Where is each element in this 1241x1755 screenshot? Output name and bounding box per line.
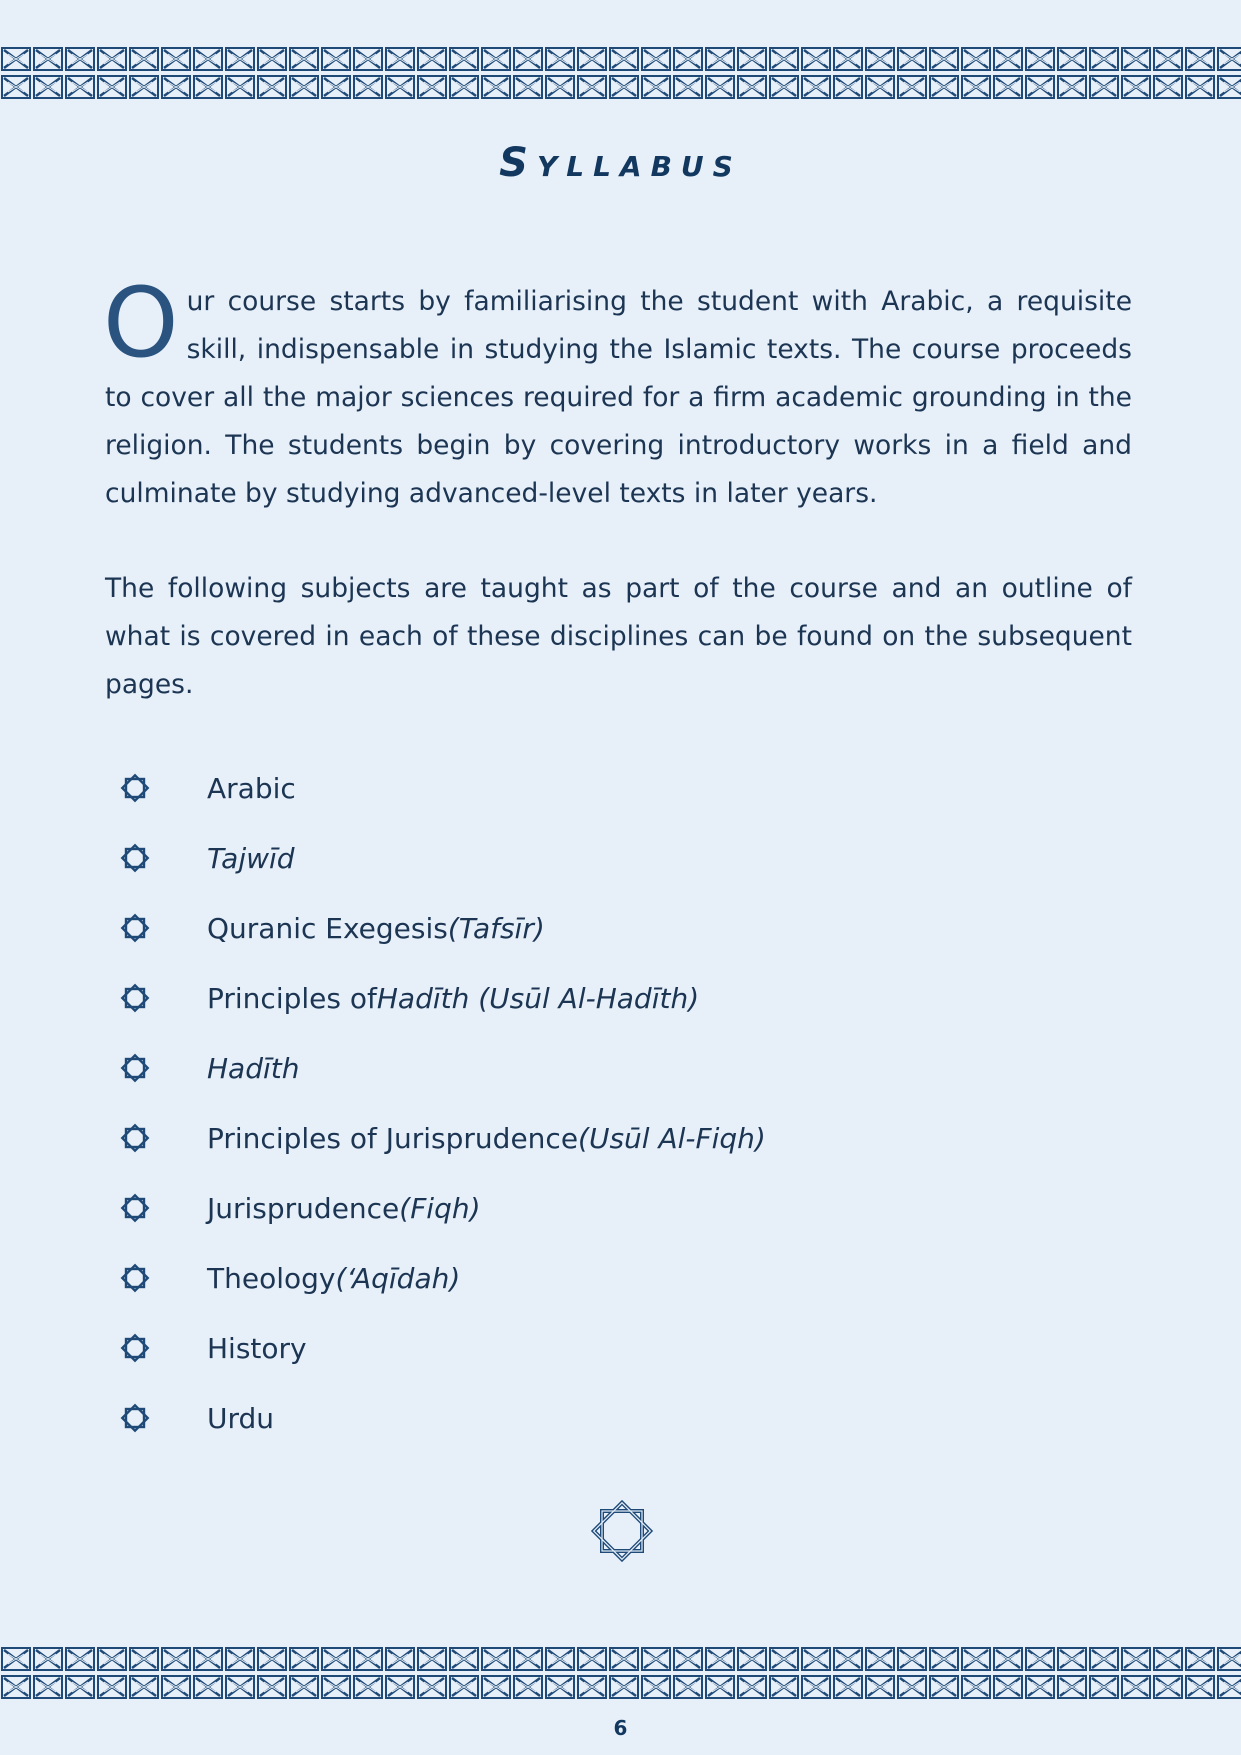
list-item bbox=[105, 753, 1005, 823]
subject-label-italic: (Tafsīr) bbox=[447, 911, 545, 945]
eight-point-star-icon bbox=[105, 982, 207, 1014]
top-knotwork-border bbox=[0, 45, 1241, 101]
intro-text: ur course starts by familiarising the student with Arabic, a requisite skill, indispensable in studying the Islamic texts. The course proceeds to cover all the major sciences required for a firm academic grounding in the religion. The students begin by covering introductory works in a field and culminate by studying advanced-level texts in later years. bbox=[105, 286, 1132, 509]
bottom-knotwork-border bbox=[0, 1645, 1241, 1701]
subject-label: Arabic bbox=[207, 771, 296, 805]
eight-point-star-icon bbox=[105, 1402, 207, 1434]
eight-point-star-icon bbox=[105, 1052, 207, 1084]
eight-point-star-icon bbox=[105, 772, 207, 804]
subject-label: Jurisprudence bbox=[207, 1191, 400, 1225]
list-item bbox=[105, 1383, 1005, 1453]
subject-label-italic: Tajwīd bbox=[207, 841, 295, 875]
list-item bbox=[105, 1103, 1005, 1173]
list-item bbox=[105, 823, 1005, 893]
subjects-intro-paragraph: The following subjects are taught as part of the course and an outline of what is covered in each of these disciplines can be found on the subsequent pages. bbox=[105, 573, 1132, 700]
eight-point-star-icon bbox=[105, 1332, 207, 1364]
intro-paragraph bbox=[103, 267, 1132, 518]
subject-label: Quranic Exegesis bbox=[207, 911, 448, 945]
eight-point-star-icon bbox=[105, 1122, 207, 1154]
subject-label-italic: Hadīth (Usūl Al-Hadīth) bbox=[376, 981, 700, 1015]
list-item bbox=[105, 1033, 1005, 1103]
eight-point-star-icon bbox=[105, 842, 207, 874]
subject-label-italic: (‘Aqīdah) bbox=[335, 1261, 461, 1295]
subject-label: Theology bbox=[207, 1261, 336, 1295]
subject-label-italic: Hadīth bbox=[207, 1051, 300, 1085]
eight-point-star-icon bbox=[105, 912, 207, 944]
list-item bbox=[105, 1173, 1005, 1243]
eight-point-star-icon bbox=[105, 1192, 207, 1224]
subject-label: History bbox=[207, 1331, 307, 1365]
eight-point-star-icon bbox=[105, 1262, 207, 1294]
page-title: Syllabus bbox=[499, 140, 742, 186]
list-item bbox=[105, 963, 1005, 1033]
list-item bbox=[105, 1243, 1005, 1313]
subject-label-italic: (Fiqh) bbox=[399, 1191, 481, 1225]
subject-label: Principles of Jurisprudence bbox=[207, 1121, 579, 1155]
dropcap-letter: O bbox=[103, 267, 179, 379]
subject-label: Urdu bbox=[207, 1401, 275, 1435]
eight-point-star-ornament-icon bbox=[588, 1497, 656, 1569]
list-item bbox=[105, 1313, 1005, 1383]
page-number: 6 bbox=[613, 1716, 628, 1740]
subject-label: Principles of bbox=[207, 981, 377, 1015]
subject-label-italic: (Usūl Al-Fiqh) bbox=[578, 1121, 766, 1155]
subject-list bbox=[105, 753, 1005, 1453]
list-item bbox=[105, 893, 1005, 963]
